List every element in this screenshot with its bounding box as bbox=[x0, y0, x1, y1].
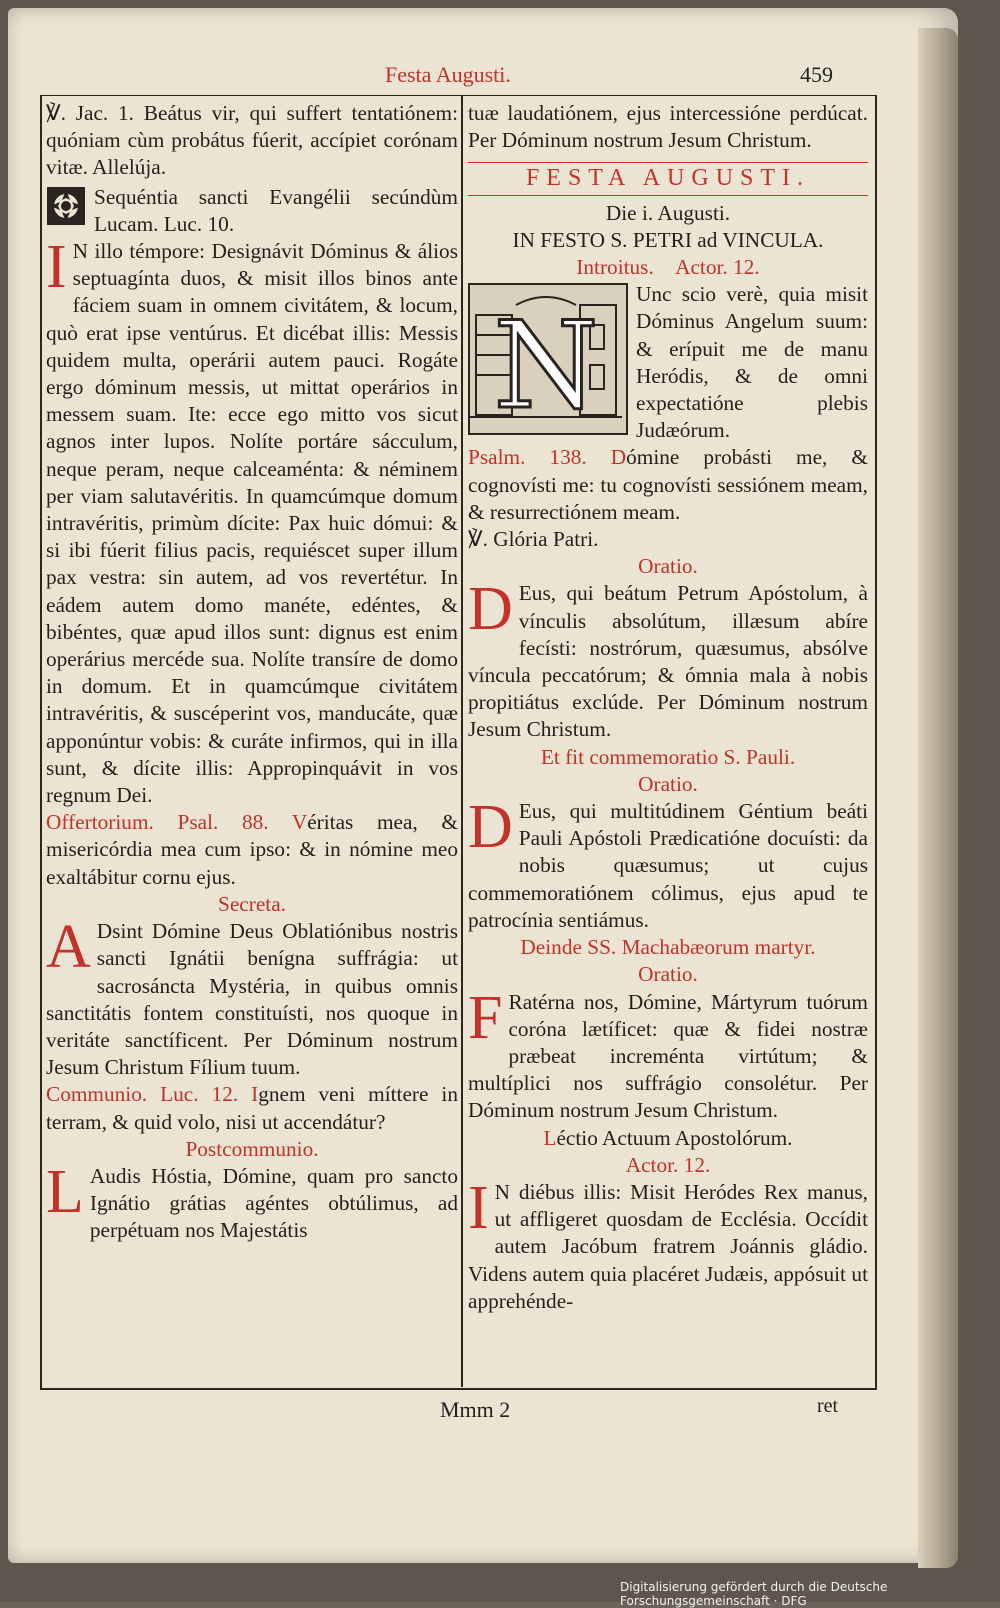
offertorium bbox=[46, 809, 458, 891]
lectio-heading bbox=[468, 1125, 868, 1152]
introitus-text bbox=[468, 281, 868, 444]
drop-cap: D bbox=[468, 575, 513, 644]
communio-label: Communio. Luc. 12. I bbox=[46, 1082, 259, 1107]
oratio-text bbox=[468, 983, 868, 1125]
offertorium-text: éritas mea, & misericórdia mea cum ipso: & in nómine meo exaltábitur cornu ejus. bbox=[46, 810, 458, 889]
left-column bbox=[46, 100, 458, 1245]
woodcut-initial bbox=[468, 283, 628, 435]
oratio-label: Oratio. bbox=[638, 554, 698, 579]
drop-cap: I bbox=[46, 233, 67, 302]
secreta-text bbox=[46, 913, 458, 1081]
commemoration: Et fit commemoratio S. Pauli. bbox=[540, 744, 796, 769]
introitus-body: Unc scio verè, quia misit Dóminus Angelum suum: & erípuit me de manu Heródis, & de omni expectatióne plebis Judæórum. bbox=[636, 282, 868, 443]
psalm bbox=[468, 444, 868, 526]
versicle-paragraph: ℣. Jac. 1. Beátus vir, qui suffert tentatiónem: quóniam cùm probátus fúerit, accípiet corónam vitæ. Allelúja. bbox=[46, 101, 458, 180]
postcommunio-body: Audis Hóstia, Dómine, quam pro sancto Ignátio grátias agéntes obtúlimus, ad perpétuam nos Majestátis bbox=[89, 1163, 458, 1243]
drop-cap: A bbox=[46, 913, 91, 982]
introitus-label: Introitus. bbox=[576, 255, 654, 280]
secreta-label: Secreta. bbox=[218, 891, 286, 916]
lectio-title: éctio Actuum Apostolórum. bbox=[556, 1125, 793, 1150]
introitus-ref: Actor. 12. bbox=[675, 255, 760, 280]
communio bbox=[46, 1081, 458, 1135]
page-number: 459 bbox=[800, 62, 833, 87]
gospel-heading bbox=[46, 184, 458, 238]
secreta-body: Dsint Dómine Deus Oblatiónibus nostris sancti Ignátii benígna suffrágia: ut sacrosáncta Mystéria, in quibus omnis sanctitátis fontem constituísti, nos quoque in veritáte sanctíficent. Per Dóminum nostrum Jesum Christum Fílium tuum. bbox=[46, 919, 458, 1080]
communio-text: gnem veni míttere in terram, & quid volo, nisi ut accendátur? bbox=[46, 1082, 458, 1134]
page-edge bbox=[918, 28, 958, 1568]
oratio-label: Oratio. bbox=[638, 771, 698, 796]
lectio-initial: L bbox=[543, 1125, 557, 1150]
lectio-body: N diébus illis: Misit Heródes Rex manus, ut affligeret quosdam de Ecclésia. Occídit autem Jacóbum fratrem Joánnis gládio. Videns autem quia placéret Judæis, appósuit ut apprehénde- bbox=[468, 1179, 868, 1313]
running-title: Festa Augusti. bbox=[385, 62, 511, 87]
oratio-text bbox=[468, 793, 868, 934]
architecture-woodcut-icon bbox=[470, 285, 622, 429]
drop-cap: F bbox=[468, 983, 503, 1052]
woodcut-letter: N bbox=[493, 297, 599, 430]
postcommunio-label: Postcommunio. bbox=[185, 1136, 319, 1161]
psalm-text: ómine probásti me, & cognovísti me: tu cognovísti sessiónem meam, & resurrectiónem meam. bbox=[468, 445, 868, 524]
signature-mark: Mmm 2 bbox=[440, 1397, 511, 1422]
oratio-body: Eus, qui beátum Petrum Apóstolum, à vínculis absolútum, illæsum abíre fecísti: nostrórum, quæsumus, absólve víncula peccatórum; & ómnia mala à nobis propitiátus exclúde. Per Dóminum nostrum Jesum Christum. bbox=[468, 581, 868, 742]
column-divider bbox=[461, 95, 463, 1387]
fleuron-ornament-icon bbox=[46, 186, 86, 226]
drop-cap: D bbox=[468, 793, 513, 862]
gloria: ℣. Glória Patri. bbox=[468, 527, 599, 552]
continuation-paragraph: tuæ laudatiónem, ejus intercessióne perdúcat. Per Dóminum nostrum Jesum Christum. bbox=[468, 101, 868, 153]
lectio-text bbox=[468, 1173, 868, 1315]
introitus-heading bbox=[468, 254, 868, 281]
psalm-label: Psalm. 138. D bbox=[468, 445, 627, 470]
oratio-text bbox=[468, 575, 868, 743]
oratio-body: Eus, qui multitúdinem Géntium beáti Pauli Apóstoli Prædicatióne docuísti: da nobis quæsumus; ut cujus commemoratiónem cólimus, ejus apud te patrocínia sentiámus. bbox=[468, 799, 868, 932]
catchword: ret bbox=[817, 1395, 839, 1417]
section-title: FESTA AUGUSTI. bbox=[468, 162, 868, 195]
drop-cap: L bbox=[46, 1157, 84, 1226]
right-column bbox=[468, 100, 868, 1315]
postcommunio-text bbox=[46, 1157, 458, 1245]
digitization-credit: Digitalisierung gefördert durch die Deutsche Forschungsgemeinschaft · DFG bbox=[620, 1580, 888, 1608]
gospel-heading-text: Sequéntia sancti Evangélii secúndùm Lucam. Luc. 10. bbox=[94, 184, 458, 236]
gospel-body: N illo témpore: Designávit Dóminus & álios septuagínta duos, & misit illos binos ante fáciem suam in omnem civitátem, & locum, quò erat ipse ventúrus. Et dicébat illis: Messis quidem multa, operárii autem pauci. Rogáte ergo dóminum messis, ut mittat operários in messem suam. Ite: ecce ego mitto vos sicut agnos inter lupos. Nolíte portáre sácculum, neque peram, neque calceaménta: & néminem per viam salutavéritis. In quamcúmque domum intravéritis, primùm dícite: Pax huic dómui: & si ibi fúerit filius pacis, requiéscet super illum pax vestra: sin autem, ad vos revertétur. In eádem autem domo manéte, edéntes, & bibéntes, quæ apud illos sunt: dignus est enim operárius mercéde sua. Nolíte transíre de domo in domum. Et in quamcúmque civitátem intravéritis, & suscéperint vos, manducáte, quæ apponúntur vobis: & curáte infirmos, qui in illa sunt, & dícite illis: Appropinquávit in vos regnum Dei. bbox=[46, 239, 458, 808]
deinde-heading: Deinde SS. Machabæorum martyr. bbox=[520, 935, 816, 960]
offertorium-label: Offertorium. Psal. 88. V bbox=[46, 810, 308, 835]
feast-date: Die i. Augusti. bbox=[605, 200, 731, 225]
lectio-ref: Actor. 12. bbox=[625, 1152, 711, 1177]
feast-title: IN FESTO S. PETRI ad VINCULA. bbox=[512, 227, 824, 252]
gospel-text bbox=[46, 233, 458, 809]
drop-cap: I bbox=[468, 1173, 489, 1242]
oratio-body: Ratérna nos, Dómine, Mártyrum tuórum coróna lætíficet: quæ & fidei nostræ præbeat increménta virtútum; & multíplici nos suffrágio consolétur. Per Dóminum nostrum Jesum Christum. bbox=[468, 989, 868, 1123]
oratio-label: Oratio. bbox=[638, 962, 698, 987]
